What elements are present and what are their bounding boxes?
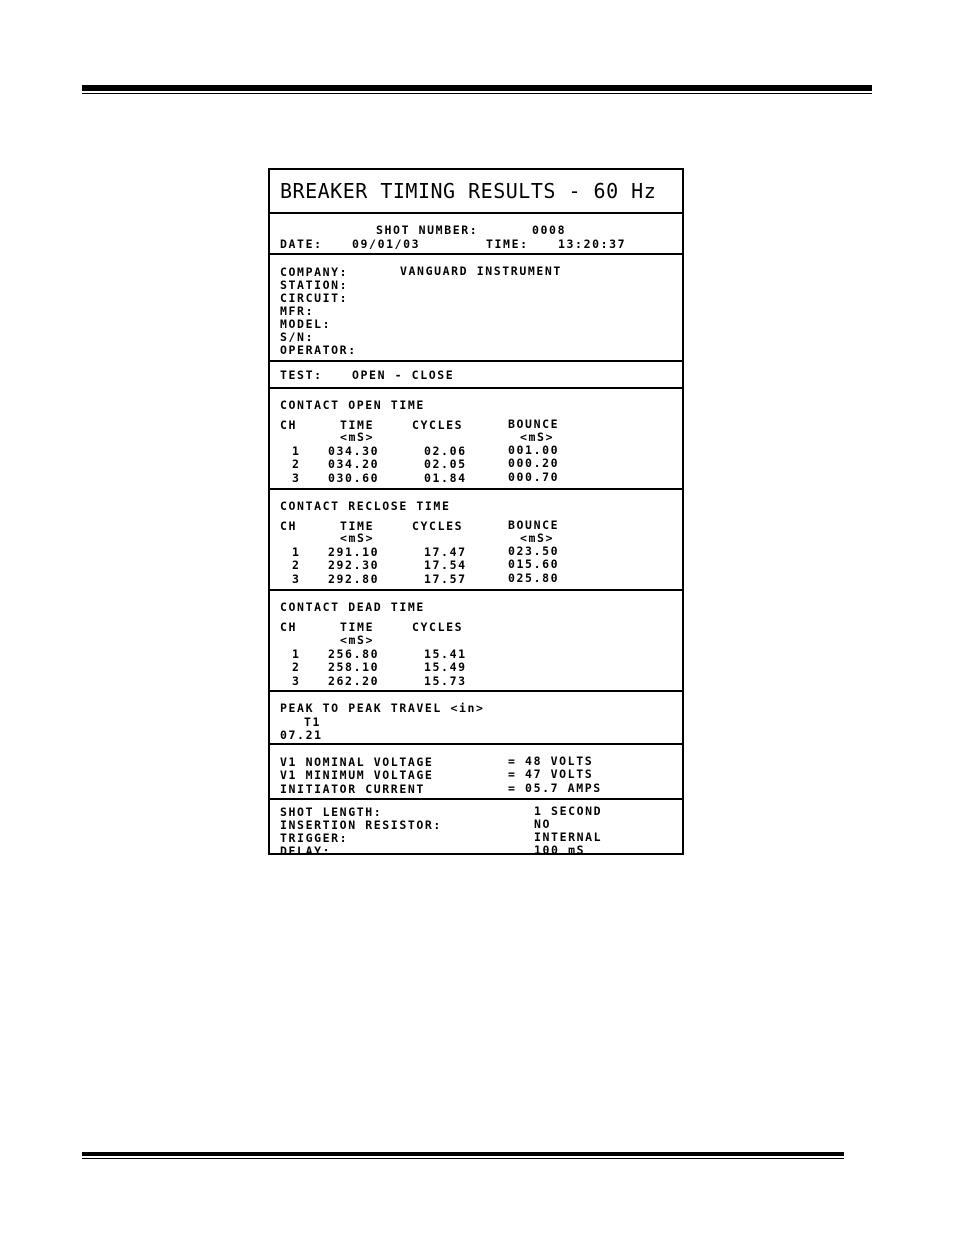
station-label: STATION: xyxy=(280,278,349,292)
open-time-title: CONTACT OPEN TIME xyxy=(280,398,425,412)
time-header: TIME xyxy=(340,519,375,533)
ch-header: CH xyxy=(280,418,298,432)
circuit-label: CIRCUIT: xyxy=(280,291,349,305)
time-label: TIME: xyxy=(486,237,529,251)
initiator-current-value: = 05.7 AMPS xyxy=(508,781,602,795)
table-row-cycles: 17.54 xyxy=(424,558,467,572)
time-unit: <mS> xyxy=(340,531,375,545)
table-row-ch: 3 xyxy=(292,572,301,586)
voltage-section xyxy=(270,743,682,798)
table-row-time: 291.10 xyxy=(328,545,380,559)
minimum-voltage-value: = 47 VOLTS xyxy=(508,767,594,781)
nominal-voltage-value: = 48 VOLTS xyxy=(508,754,594,768)
table-row-cycles: 15.41 xyxy=(424,647,467,661)
table-row-cycles: 02.06 xyxy=(424,444,467,458)
shot-number-value: 0008 xyxy=(532,223,567,237)
travel-section xyxy=(270,690,682,743)
table-row-bounce: 001.00 xyxy=(508,443,560,457)
timing-printout xyxy=(268,168,684,858)
sn-label: S/N: xyxy=(280,330,315,344)
table-row-cycles: 02.05 xyxy=(424,457,467,471)
ch-header: CH xyxy=(280,620,298,634)
header-rule xyxy=(82,85,872,91)
test-section xyxy=(270,360,682,387)
table-row-bounce: 000.20 xyxy=(508,456,560,470)
time-header: TIME xyxy=(340,620,375,634)
bounce-header: BOUNCE xyxy=(508,518,560,532)
cycles-header: CYCLES xyxy=(412,418,464,432)
table-row-time: 258.10 xyxy=(328,660,380,674)
printout-title: BREAKER TIMING RESULTS - 60 Hz xyxy=(280,179,657,203)
info-section xyxy=(270,253,682,360)
delay-value: 100 mS xyxy=(534,843,586,857)
insertion-resistor-value: NO xyxy=(534,817,552,831)
dead-time-section xyxy=(270,589,682,690)
table-row-cycles: 15.49 xyxy=(424,660,467,674)
table-row-cycles: 15.73 xyxy=(424,674,467,688)
trigger-label: TRIGGER: xyxy=(280,831,349,845)
reclose-time-section xyxy=(270,488,682,589)
bounce-header: BOUNCE xyxy=(508,417,560,431)
trigger-value: INTERNAL xyxy=(534,830,603,844)
shot-section xyxy=(270,212,682,253)
time-unit: <mS> xyxy=(340,430,375,444)
ch-header: CH xyxy=(280,519,298,533)
settings-section xyxy=(270,798,682,857)
shot-length-label: SHOT LENGTH: xyxy=(280,805,383,819)
bounce-unit: <mS> xyxy=(520,430,555,444)
table-row-time: 030.60 xyxy=(328,471,380,485)
table-row-time: 292.80 xyxy=(328,572,380,586)
date-value: 09/01/03 xyxy=(352,237,421,251)
footer-rule-thin xyxy=(82,1158,844,1159)
mfr-label: MFR: xyxy=(280,304,315,318)
model-label: MODEL: xyxy=(280,317,332,331)
table-row-ch: 3 xyxy=(292,471,301,485)
table-row-ch: 1 xyxy=(292,444,301,458)
time-header: TIME xyxy=(340,418,375,432)
table-row-ch: 2 xyxy=(292,660,301,674)
table-row-bounce: 023.50 xyxy=(508,544,560,558)
table-row-ch: 1 xyxy=(292,545,301,559)
table-row-time: 262.20 xyxy=(328,674,380,688)
title-section xyxy=(270,170,682,212)
time-value: 13:20:37 xyxy=(558,237,627,251)
cycles-header: CYCLES xyxy=(412,620,464,634)
shot-length-value: 1 SECOND xyxy=(534,804,603,818)
table-row-cycles: 01.84 xyxy=(424,471,467,485)
table-row-ch: 2 xyxy=(292,558,301,572)
table-row-ch: 3 xyxy=(292,674,301,688)
open-time-section xyxy=(270,387,682,488)
time-unit: <mS> xyxy=(340,633,375,647)
company-value: VANGUARD INSTRUMENT xyxy=(400,264,562,278)
table-row-time: 034.30 xyxy=(328,444,380,458)
shot-number-label: SHOT NUMBER: xyxy=(376,223,479,237)
travel-title: PEAK TO PEAK TRAVEL <in> xyxy=(280,701,485,715)
table-row-time: 034.20 xyxy=(328,457,380,471)
table-row-ch: 2 xyxy=(292,457,301,471)
minimum-voltage-label: V1 MINIMUM VOLTAGE xyxy=(280,768,434,782)
table-row-time: 256.80 xyxy=(328,647,380,661)
table-row-ch: 1 xyxy=(292,647,301,661)
travel-channel: T1 xyxy=(304,715,322,729)
travel-value: 07.21 xyxy=(280,728,323,742)
table-row-bounce: 000.70 xyxy=(508,470,560,484)
insertion-resistor-label: INSERTION RESISTOR: xyxy=(280,818,442,832)
nominal-voltage-label: V1 NOMINAL VOLTAGE xyxy=(280,755,434,769)
cycles-header: CYCLES xyxy=(412,519,464,533)
table-row-bounce: 025.80 xyxy=(508,571,560,585)
table-row-cycles: 17.47 xyxy=(424,545,467,559)
bounce-unit: <mS> xyxy=(520,531,555,545)
table-row-time: 292.30 xyxy=(328,558,380,572)
footer-rule xyxy=(82,1152,844,1156)
dead-time-title: CONTACT DEAD TIME xyxy=(280,600,425,614)
operator-label: OPERATOR: xyxy=(280,343,357,357)
reclose-time-title: CONTACT RECLOSE TIME xyxy=(280,499,451,513)
table-row-bounce: 015.60 xyxy=(508,557,560,571)
test-label: TEST: xyxy=(280,368,323,382)
company-label: COMPANY: xyxy=(280,265,349,279)
date-label: DATE: xyxy=(280,237,323,251)
delay-label: DELAY: xyxy=(280,844,332,858)
test-value: OPEN - CLOSE xyxy=(352,368,455,382)
initiator-current-label: INITIATOR CURRENT xyxy=(280,782,425,796)
header-rule-thin xyxy=(82,93,872,94)
table-row-cycles: 17.57 xyxy=(424,572,467,586)
